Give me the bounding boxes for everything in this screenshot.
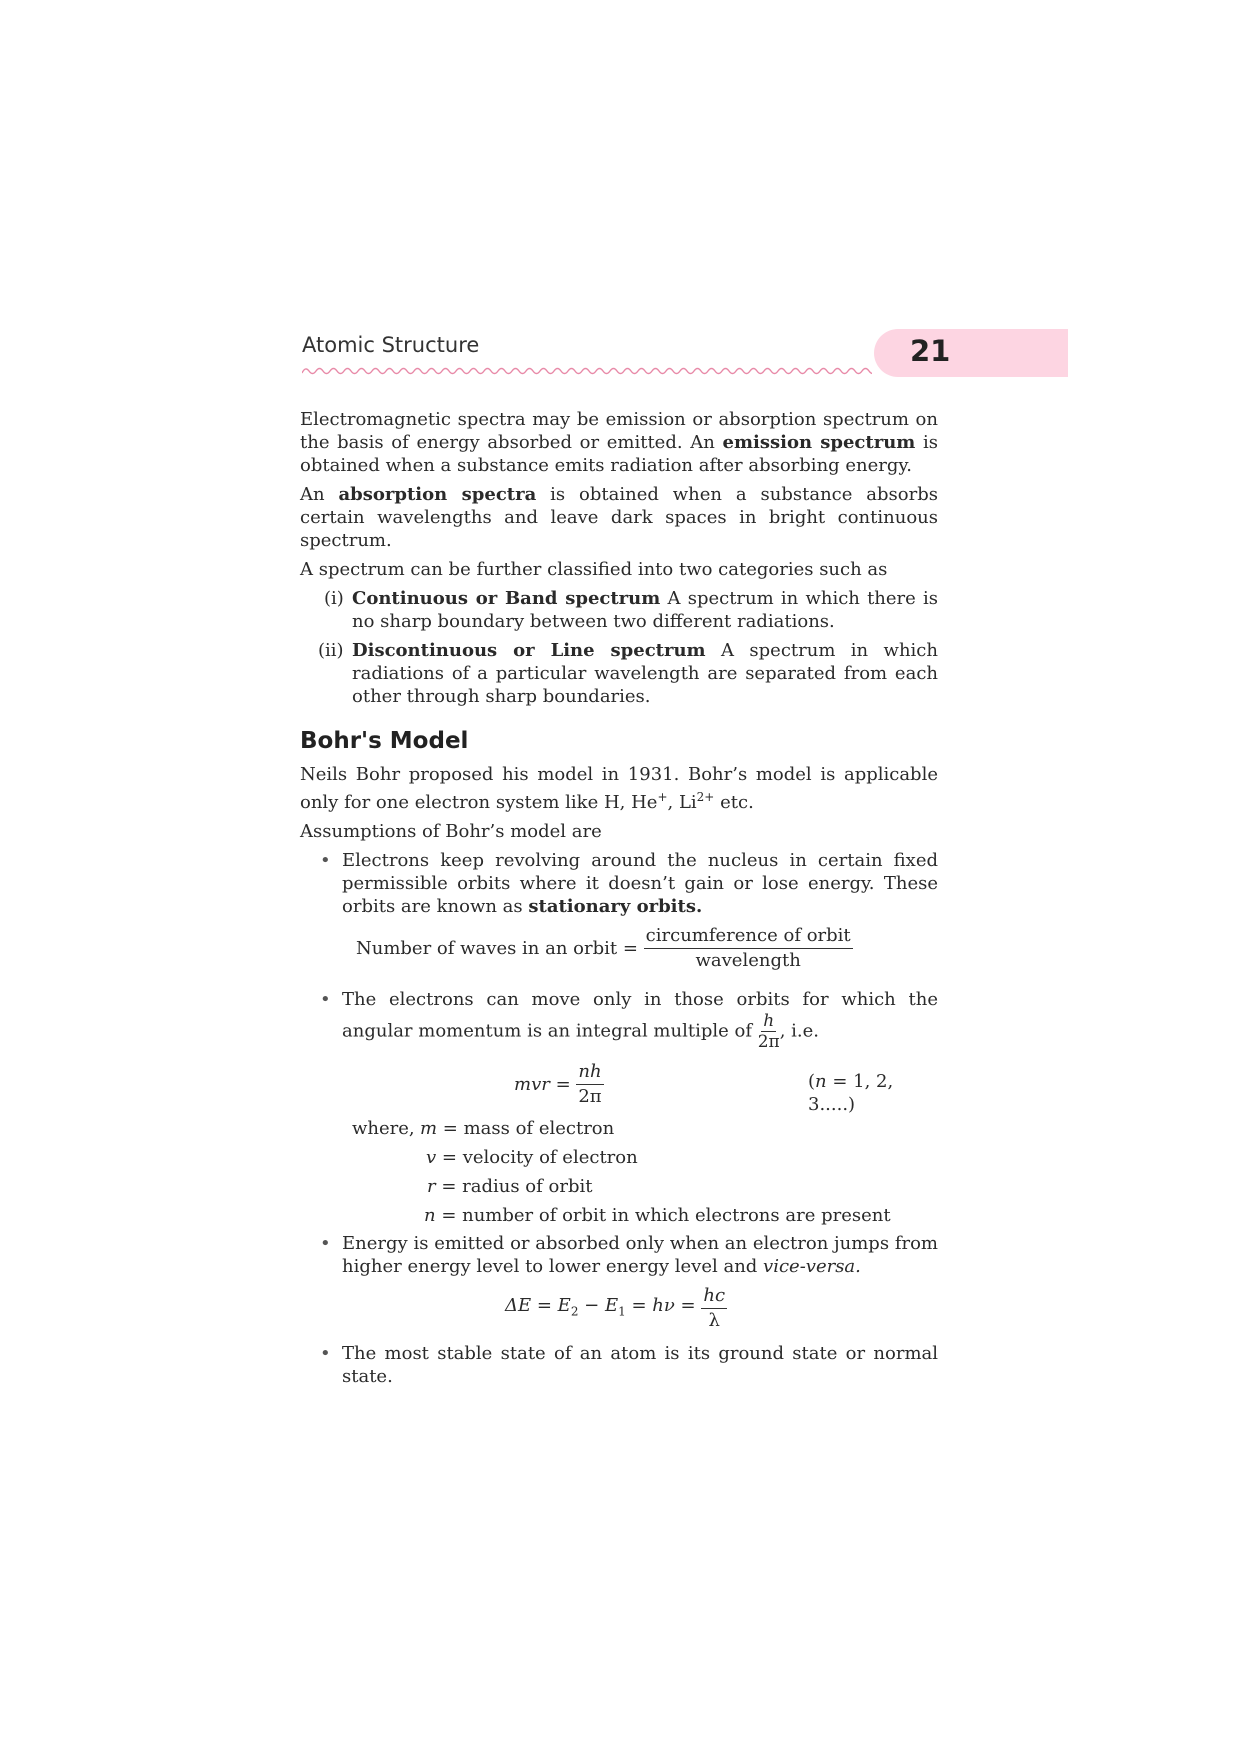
bullet-energy-transition: • Energy is emitted or absorbed only when an electron jumps from higher energy level to lower energy level and vice-versa. [320, 1233, 938, 1277]
bullet-stationary-orbits: • Electrons keep revolving around the nucleus in certain fixed permissible orbits where it doesn’t gain or lose energy. These orbits are known as stationary orbits. [320, 850, 938, 917]
list-item-discontinuous: (ii) Discontinuous or Line spectrum A spectrum in which radiations of a particular wavelength are separated from each other through sharp boundaries. [318, 640, 938, 707]
section-heading: Bohr's Model [300, 728, 469, 754]
wavy-divider [302, 365, 872, 377]
definition-n: n = number of orbit in which electrons are present [424, 1205, 891, 1226]
bullet-dot: • [320, 989, 331, 1010]
bullet-dot: • [320, 1343, 331, 1364]
chapter-title: Atomic Structure [302, 333, 480, 357]
definition-m: where, m = mass of electron [352, 1118, 615, 1139]
definitions [300, 1114, 938, 1230]
page-number-tab [874, 329, 1068, 377]
paragraph-emission: Electromagnetic spectra may be emission or absorption spectrum on the basis of energy absorbed or emitted. An emission spectrum is obtained when a substance emits radiation after absorbing energy. [300, 409, 938, 476]
bullet-angular-momentum: • The electrons can move only in those orbits for which the angular momentum is an integral multiple of $\frac{h}{2\pi}$ , i.e. [320, 989, 938, 1052]
equation-condition: (n = 1, 2, 3.....) [808, 1071, 894, 1115]
page-body [300, 408, 938, 1394]
bullet-ground-state: • The most stable state of an atom is its ground state or normal state. [320, 1343, 938, 1387]
equation-waves: Number of waves in an orbit = $\frac{\text{circumference of orbit}}{\text{wavelength}}$ [356, 925, 851, 971]
paragraph-bohr-intro: Neils Bohr proposed his model in 1931. Bohr’s model is applicable only for one electron system like H, He+, $Li^{2+}$ etc. [300, 764, 938, 813]
bullet-dot: • [320, 850, 331, 871]
paragraph-classification: A spectrum can be further classified into two categories such as [300, 559, 888, 580]
equation-energy: $\Delta E = E_2 - E_1 = h\nu$ = $\frac{hc}{\lambda}$ [505, 1285, 726, 1331]
definition-r: r = radius of orbit [427, 1176, 593, 1197]
paragraph-absorption: An absorption spectra is obtained when a substance absorbs certain wavelengths and leave dark spaces in bright continuous spectrum. [300, 484, 938, 551]
page-number: 21 [910, 334, 951, 368]
paragraph-assumptions: Assumptions of Bohr’s model are [300, 821, 602, 842]
bullet-dot: • [320, 1233, 331, 1254]
equation-mvr: mvr = $\frac{nh}{2\pi}$ (n = 1, 2, 3.....) [300, 1058, 938, 1108]
list-item-continuous: (i) Continuous or Band spectrum A spectrum in which there is no sharp boundary between two different radiations. [324, 588, 938, 632]
definition-v: v = velocity of electron [426, 1147, 638, 1168]
